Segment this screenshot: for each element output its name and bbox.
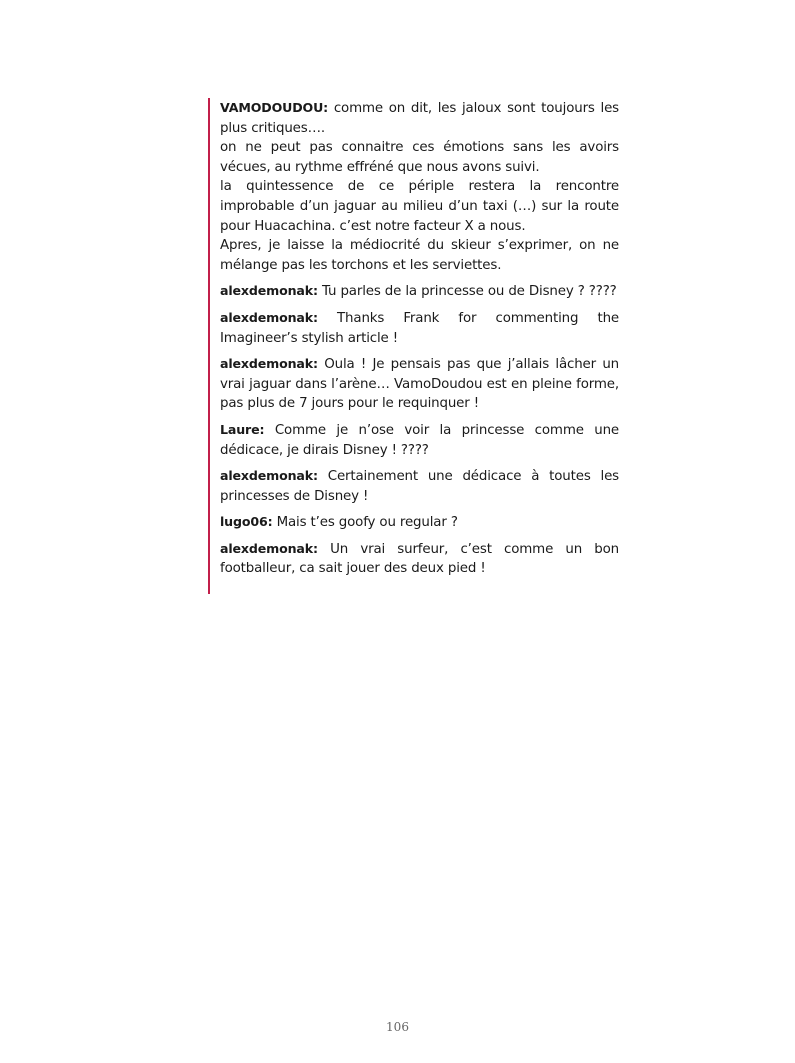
comment-author: alexdemonak: [220,468,318,484]
comment-paragraph: on ne peut pas connaitre ces émotions sans les avoirs vécues, au rythme effréné que nous avons suivi. [220,140,619,175]
comment-author: lugo06: [220,514,273,530]
comment-author: alexdemonak: [220,283,318,299]
comment-text: Comme je n’ose voir la princesse comme une dédicace, je dirais Disney ! ???? [220,422,620,458]
comment-text: Mais t’es goofy ou regular ? [276,515,458,531]
comment-text: comme on dit, les jaloux sont toujours les plus critiques…. [220,101,620,136]
comment [220,466,619,506]
comment-text: Un vrai surfeur, c’est comme un bon footballeur, ca sait jouer des deux pied ! [220,541,619,577]
comment-text: Oula ! Je pensais pas que j’allais lâcher un vrai jaguar dans l’arène… VamoDoudou est en pleine forme, pas plus de 7 jours pour le requinquer ! [220,357,620,412]
comment-text: Thanks Frank for commenting the Imagineer’s stylish article ! [220,310,620,346]
comment [220,98,619,275]
page-number: 106 [386,1020,409,1034]
comment-thread [208,98,619,594]
comment [220,512,619,533]
comment-paragraph: Apres, je laisse la médiocrité du skieur s’exprimer, on ne mélange pas les torchons et les serviettes. [220,238,619,273]
comment-paragraph: la quintessence de ce périple restera la rencontre improbable d’un jaguar au milieu d’un taxi (…) sur la route pour Huacachina. c’est notre facteur X a nous. [220,179,619,234]
comment [220,281,619,302]
comment-paragraph [220,98,619,138]
comment [220,354,619,414]
comment-text: Tu parles de la princesse ou de Disney ? ???? [322,284,617,300]
comment-author: VAMODOUDOU: [220,100,329,115]
comment-author: alexdemonak: [220,356,318,372]
comment-author: Laure: [220,421,265,437]
comment [220,539,619,579]
comment-text: Certainement une dédicace à toutes les princesses de Disney ! [220,469,619,504]
comment-author: alexdemonak: [220,309,318,325]
comment-author: alexdemonak: [220,540,318,556]
comment [220,308,619,348]
comment [220,420,619,460]
